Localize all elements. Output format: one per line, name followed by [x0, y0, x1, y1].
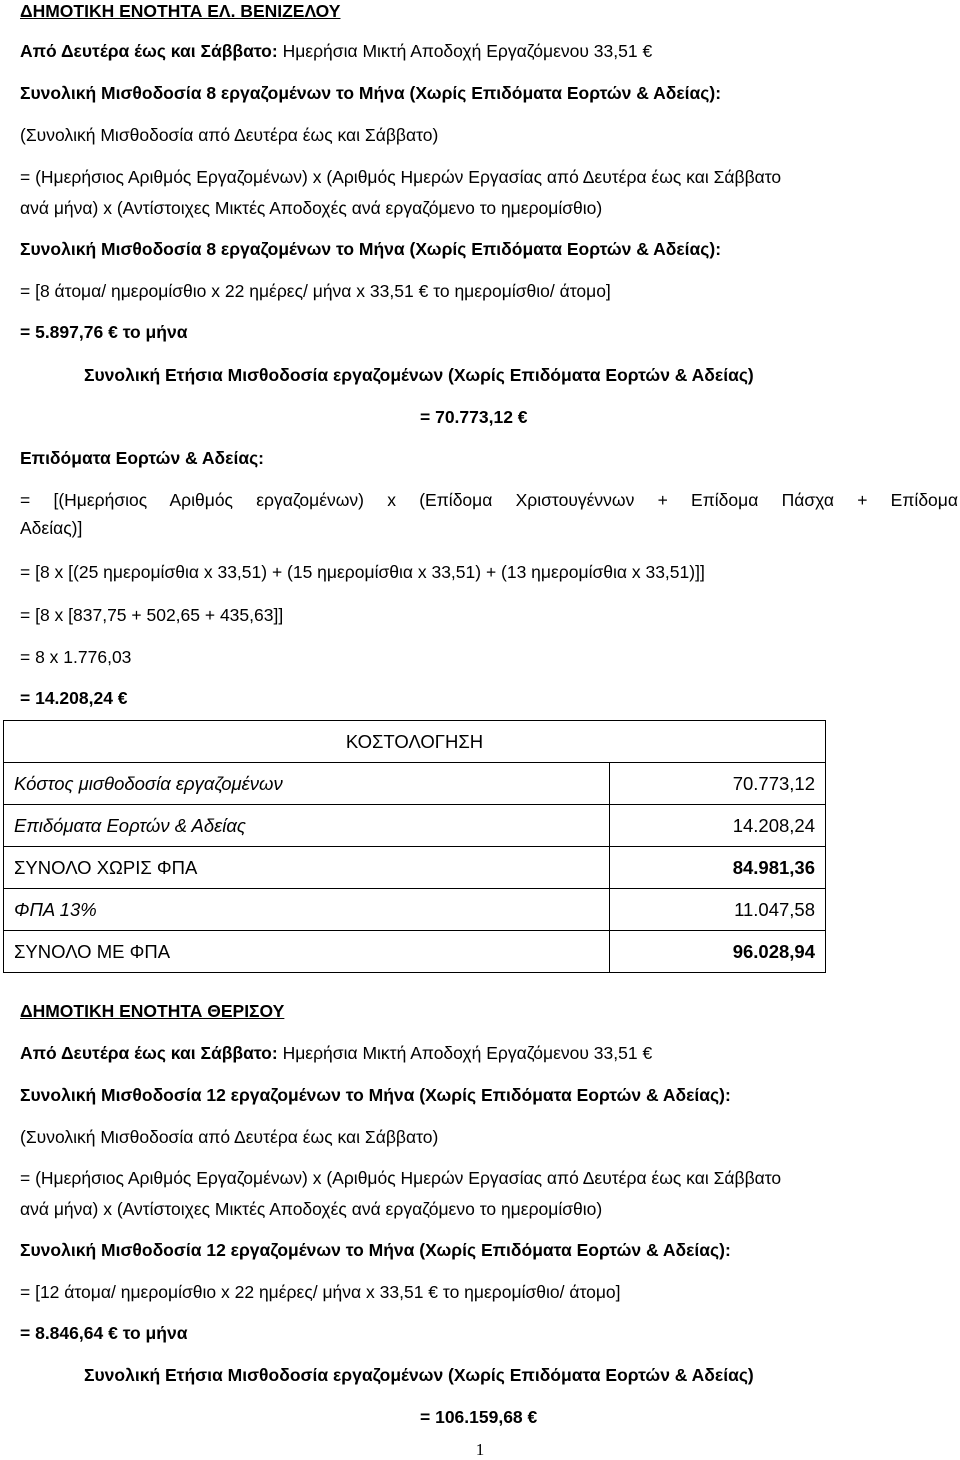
page-number: 1: [475, 1440, 485, 1459]
cost-label: ΣΥΝΟΛΟ ΜΕ ΦΠΑ: [4, 931, 610, 973]
monthly-calc: [20, 1281, 621, 1303]
monthly-result: [20, 1322, 187, 1344]
cost-label: ΦΠΑ 13%: [4, 889, 610, 931]
table-row: [4, 931, 826, 973]
formula-line: ανά μήνα) x (Αντίστοιχες Μικτές Αποδοχές ανά εργαζόμενο το ημερομίσθιο): [20, 1199, 603, 1219]
cost-value: 14.208,24: [609, 805, 825, 847]
monthly-calc-b: το ημερομίσθιο/ άτομο]: [433, 281, 611, 301]
annual-result: = 70.773,12 €: [420, 406, 528, 428]
cost-label: Κόστος μισθοδοσία εργαζομένων: [4, 763, 610, 805]
monthly-result-unit: το μήνα: [122, 1323, 188, 1343]
monthly-result-value: = 5.897,76 €: [20, 322, 118, 342]
bonus-calc: = 8 x 1.776,03: [20, 647, 132, 667]
daily-wage-text: Ημερήσια Μικτή Αποδοχή Εργαζόμενου 33,51 €: [283, 41, 653, 61]
bonus-formula-line: Αδείας)]: [20, 518, 83, 538]
monthly-heading: Συνολική Μισθοδοσία 12 εργαζομένων το Μήνα (Χωρίς Επιδόματα Εορτών & Αδείας):: [20, 1085, 731, 1105]
monthly-calc-a: = [8 άτομα/ ημερομίσθιο x 22 ημέρες/ μήνα x 33,51 €: [20, 281, 428, 301]
formula-line: = (Ημερήσιος Αριθμός Εργαζομένων) x (Αριθμός Ημερών Εργασίας από Δευτέρα έως και Σάββατο: [20, 167, 782, 187]
monthly-calc-a: = [12 άτομα/ ημερομίσθιο x 22 ημέρες/ μήνα x 33,51 €: [20, 1282, 438, 1302]
daily-wage-line: [20, 40, 652, 62]
table-row: [4, 889, 826, 931]
costing-table: [3, 720, 826, 973]
bonus-heading: Επιδόματα Εορτών & Αδείας:: [20, 448, 265, 468]
table-row: [4, 847, 826, 889]
cost-value: 84.981,36: [609, 847, 825, 889]
cost-value: 11.047,58: [609, 889, 825, 931]
daily-wage-label: Από Δευτέρα έως και Σάββατο:: [20, 1043, 278, 1063]
cost-value: 96.028,94: [609, 931, 825, 973]
cost-label: ΣΥΝΟΛΟ ΧΩΡΙΣ ΦΠΑ: [4, 847, 610, 889]
annual-heading: Συνολική Ετήσια Μισθοδοσία εργαζομένων (Χωρίς Επιδόματα Εορτών & Αδείας): [84, 365, 754, 385]
cost-value: 70.773,12: [609, 763, 825, 805]
table-row: [4, 805, 826, 847]
monthly-result-unit: το μήνα: [122, 322, 188, 342]
monthly-subnote: (Συνολική Μισθοδοσία από Δευτέρα έως και Σάββατο): [20, 125, 439, 145]
bonus-calc: = [8 x [(25 ημερομίσθια x 33,51) + (15 ημερομίσθια x 33,51) + (13 ημερομίσθια x 33,51)]]: [20, 562, 705, 582]
costing-title: ΚΟΣΤΟΛΟΓΗΣΗ: [4, 721, 826, 763]
section-title: ΔΗΜΟΤΙΚΗ ΕΝΟΤΗΤΑ ΘΕΡΙΣΟΥ: [20, 1001, 285, 1021]
cost-label: Επιδόματα Εορτών & Αδείας: [4, 805, 610, 847]
annual-heading: Συνολική Ετήσια Μισθοδοσία εργαζομένων (Χωρίς Επιδόματα Εορτών & Αδείας): [84, 1365, 754, 1385]
monthly-result: [20, 321, 187, 343]
bonus-formula-line: = [(Ημερήσιος Αριθμός εργαζομένων) x (Επίδομα Χριστουγέννων + Επίδομα Πάσχα + Επίδομα: [20, 490, 958, 510]
monthly-heading: Συνολική Μισθοδοσία 8 εργαζομένων το Μήνα (Χωρίς Επιδόματα Εορτών & Αδείας):: [20, 83, 722, 103]
costing-title-row: [4, 721, 826, 763]
daily-wage-line: [20, 1042, 652, 1064]
monthly-heading: Συνολική Μισθοδοσία 8 εργαζομένων το Μήνα (Χωρίς Επιδόματα Εορτών & Αδείας):: [20, 239, 722, 259]
daily-wage-text: Ημερήσια Μικτή Αποδοχή Εργαζόμενου 33,51 €: [283, 1043, 653, 1063]
daily-wage-label: Από Δευτέρα έως και Σάββατο:: [20, 41, 278, 61]
annual-result: = 106.159,68 €: [420, 1406, 537, 1428]
formula-line: = (Ημερήσιος Αριθμός Εργαζομένων) x (Αριθμός Ημερών Εργασίας από Δευτέρα έως και Σάββατο: [20, 1168, 782, 1188]
bonus-result: = 14.208,24 €: [20, 687, 128, 709]
monthly-heading: Συνολική Μισθοδοσία 12 εργαζομένων το Μήνα (Χωρίς Επιδόματα Εορτών & Αδείας):: [20, 1240, 731, 1260]
monthly-subnote: (Συνολική Μισθοδοσία από Δευτέρα έως και Σάββατο): [20, 1127, 439, 1147]
monthly-calc-b: το ημερομίσθιο/ άτομο]: [442, 1282, 621, 1302]
table-row: [4, 763, 826, 805]
bonus-calc: = [8 x [837,75 + 502,65 + 435,63]]: [20, 605, 284, 625]
monthly-calc: [20, 280, 611, 302]
monthly-result-value: = 8.846,64 €: [20, 1323, 118, 1343]
section-title: ΔΗΜΟΤΙΚΗ ΕΝΟΤΗΤΑ ΕΛ. ΒΕΝΙΖΕΛΟΥ: [20, 1, 341, 21]
formula-line: ανά μήνα) x (Αντίστοιχες Μικτές Αποδοχές ανά εργαζόμενο το ημερομίσθιο): [20, 198, 603, 218]
